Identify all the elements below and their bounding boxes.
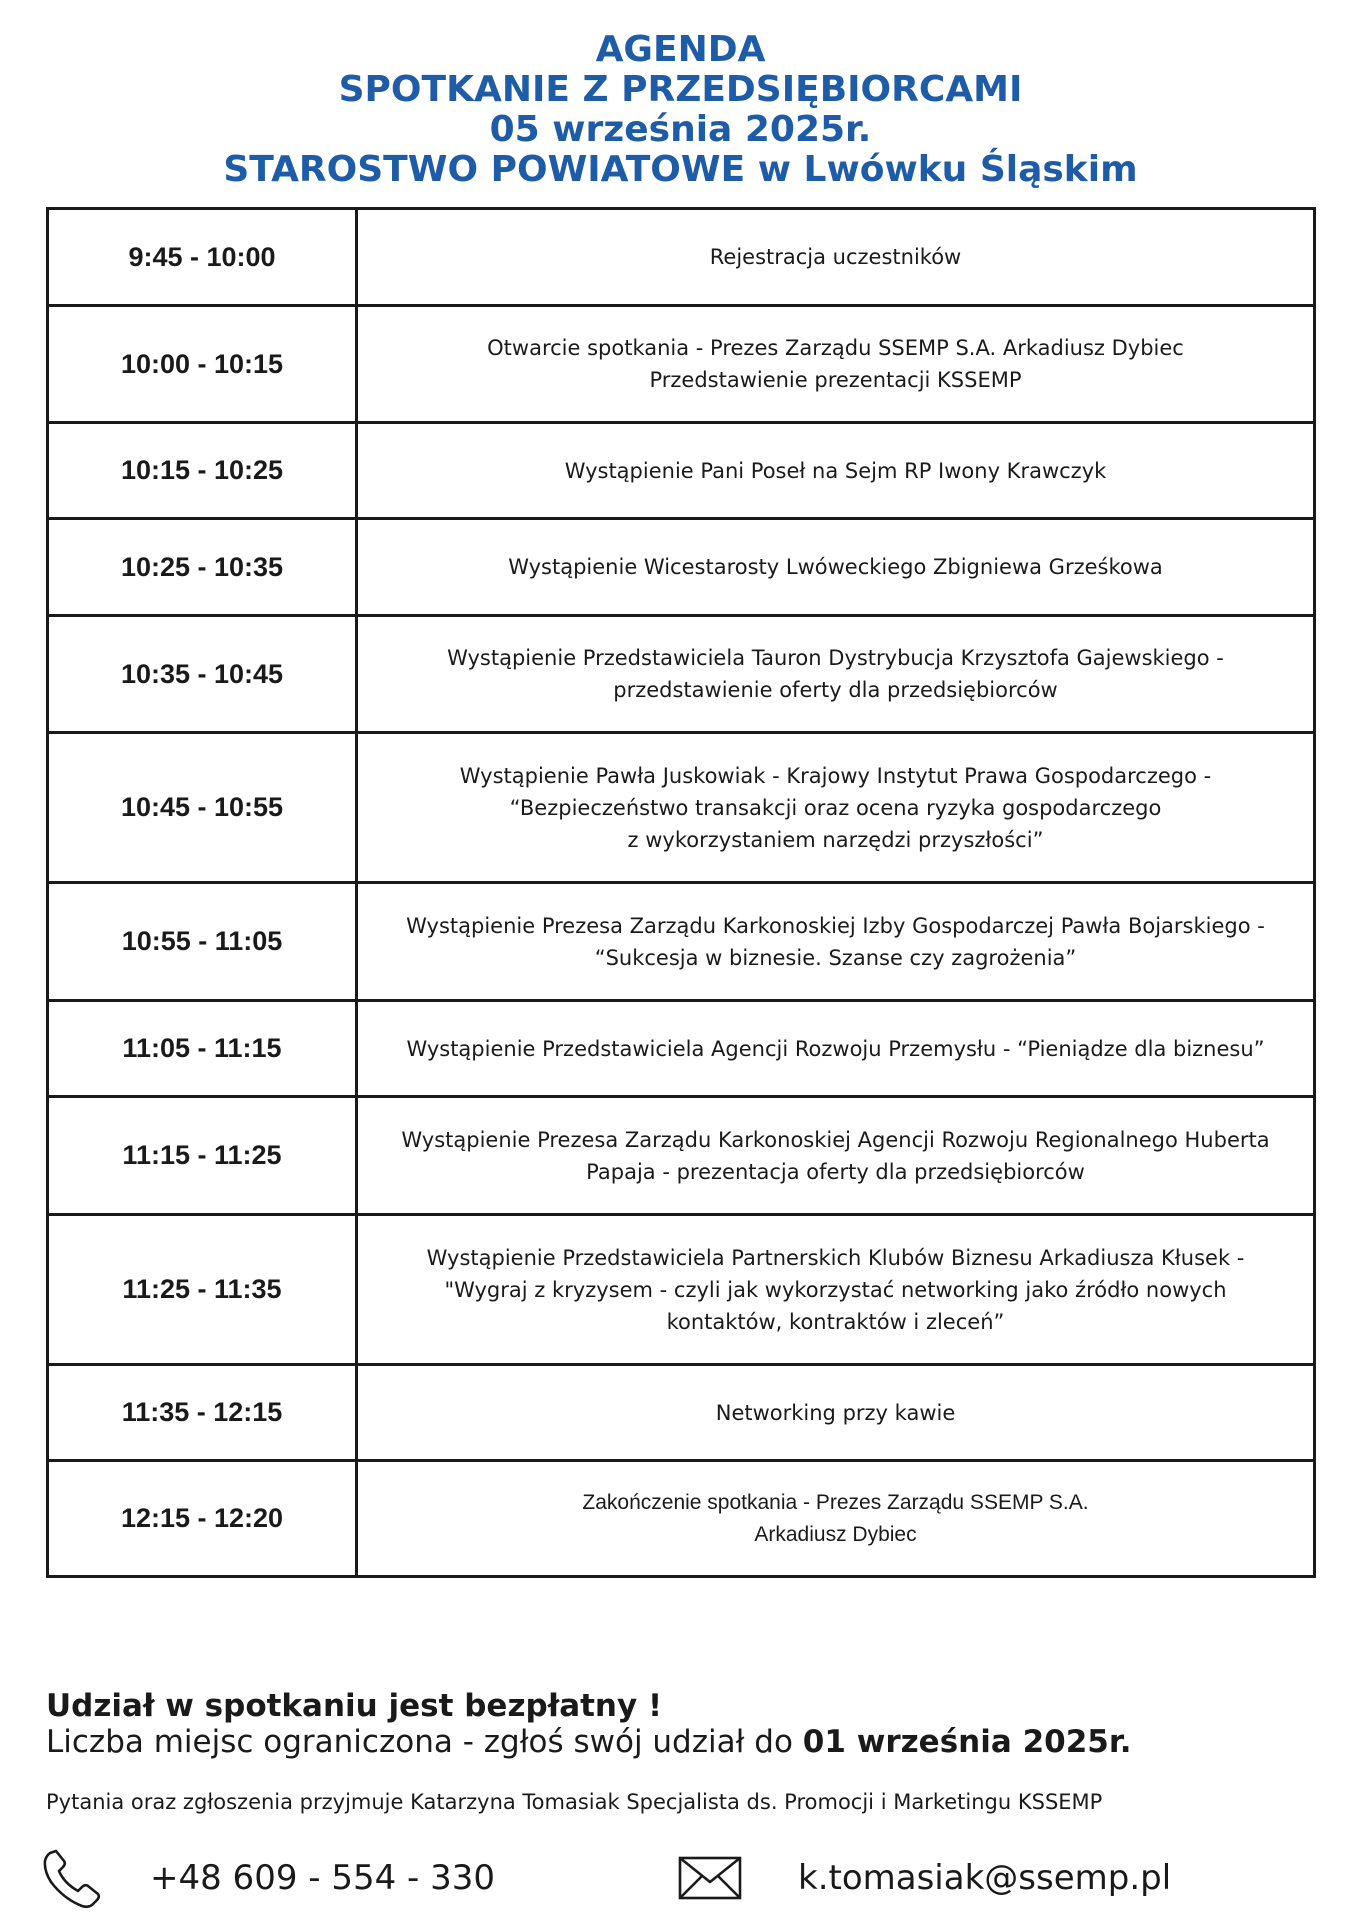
agenda-time: 10:45 - 10:55 <box>48 733 357 883</box>
header-title: AGENDA <box>595 29 766 70</box>
header-venue: STAROSTWO POWIATOWE w Lwówku Śląskim <box>223 149 1138 190</box>
description-line: “Bezpieczeństwo transakcji oraz ocena ryzyka gospodarczego <box>509 795 1162 820</box>
email-contact[interactable] <box>678 1846 1171 1910</box>
phone-contact[interactable] <box>42 1846 495 1910</box>
agenda-description <box>357 733 1315 883</box>
description-line: Wystąpienie Przedstawiciela Agencji Rozwoju Przemysłu - “Pieniądze dla biznesu” <box>406 1036 1265 1061</box>
header-date: 05 września 2025r. <box>489 109 872 150</box>
agenda-description <box>357 1097 1315 1215</box>
agenda-time: 12:15 - 12:20 <box>48 1461 357 1577</box>
description-line: Przedstawienie prezentacji KSSEMP <box>649 368 1022 392</box>
registration-deadline: 01 września 2025r. <box>802 1724 1132 1760</box>
description-line: kontaktów, kontraktów i zleceń” <box>666 1309 1005 1334</box>
agenda-time: 11:15 - 11:25 <box>48 1097 357 1215</box>
description-line: Zakończenie spotkania - Prezes Zarządu SSEMP S.A. <box>582 1490 1089 1514</box>
agenda-row <box>48 1215 1315 1365</box>
agenda-header <box>0 30 1361 190</box>
description-line: Rejestracja uczestników <box>709 245 962 269</box>
description-line: Wystąpienie Przedstawiciela Partnerskich Klubów Biznesu Arkadiusza Kłusek - <box>426 1245 1245 1270</box>
agenda-description <box>357 616 1315 733</box>
agenda-time: 10:35 - 10:45 <box>48 616 357 733</box>
agenda-description <box>357 306 1315 423</box>
description-line: Networking przy kawie <box>715 1400 956 1425</box>
agenda-row <box>48 519 1315 616</box>
agenda-row <box>48 1001 1315 1097</box>
limited-seats-note <box>46 1724 1326 1760</box>
description-line: Arkadiusz Dybiec <box>754 1522 917 1546</box>
agenda-description <box>357 519 1315 616</box>
agenda-row <box>48 209 1315 306</box>
description-line: Wystąpienie Pawła Juskowiak - Krajowy Instytut Prawa Gospodarczego - <box>459 763 1212 788</box>
registration-info <box>46 1688 1326 1760</box>
description-line: Wystąpienie Pani Poseł na Sejm RP Iwony Krawczyk <box>564 458 1107 483</box>
agenda-row <box>48 423 1315 519</box>
description-line: Wystąpienie Przedstawiciela Tauron Dystrybucja Krzysztofa Gajewskiego - <box>447 646 1224 670</box>
agenda-time: 10:15 - 10:25 <box>48 423 357 519</box>
agenda-row <box>48 306 1315 423</box>
agenda-row <box>48 733 1315 883</box>
description-line: “Sukcesja w biznesie. Szanse czy zagrożenia” <box>594 945 1077 970</box>
envelope-icon <box>678 1856 742 1900</box>
agenda-description <box>357 423 1315 519</box>
agenda-time: 11:25 - 11:35 <box>48 1215 357 1365</box>
agenda-row <box>48 1461 1315 1577</box>
description-line: Wystąpienie Wicestarosty Lwóweckiego Zbigniewa Grześkowa <box>508 555 1163 579</box>
phone-icon <box>42 1847 102 1909</box>
agenda-row <box>48 1097 1315 1215</box>
description-line: "Wygraj z kryzysem - czyli jak wykorzystać networking jako źródło nowych <box>444 1277 1227 1302</box>
agenda-row <box>48 616 1315 733</box>
email-address[interactable]: k.tomasiak@ssemp.pl <box>798 1858 1172 1898</box>
agenda-row <box>48 1365 1315 1461</box>
limited-seats-text: Liczba miejsc ograniczona - zgłoś swój udział do <box>46 1724 803 1760</box>
description-line: przedstawienie oferty dla przedsiębiorców <box>613 678 1058 702</box>
agenda-time: 9:45 - 10:00 <box>48 209 357 306</box>
agenda-table <box>46 207 1316 1578</box>
description-line: Otwarcie spotkania - Prezes Zarządu SSEMP S.A. Arkadiusz Dybiec <box>487 336 1184 360</box>
agenda-description <box>357 883 1315 1001</box>
agenda-row <box>48 883 1315 1001</box>
free-participation-note: Udział w spotkaniu jest bezpłatny ! <box>46 1688 663 1724</box>
agenda-description <box>357 209 1315 306</box>
agenda-time: 10:55 - 11:05 <box>48 883 357 1001</box>
agenda-time: 10:00 - 10:15 <box>48 306 357 423</box>
contact-person-note: Pytania oraz zgłoszenia przyjmuje Katarzyna Tomasiak Specjalista ds. Promocji i Marketingu KSSEMP <box>46 1790 1103 1814</box>
description-line: Wystąpienie Prezesa Zarządu Karkonoskiej Izby Gospodarczej Pawła Bojarskiego - <box>406 913 1265 938</box>
description-line: z wykorzystaniem narzędzi przyszłości” <box>627 827 1044 852</box>
agenda-description <box>357 1461 1315 1577</box>
agenda-time: 11:35 - 12:15 <box>48 1365 357 1461</box>
phone-number[interactable]: +48 609 - 554 - 330 <box>150 1858 496 1898</box>
description-line: Wystąpienie Prezesa Zarządu Karkonoskiej Agencji Rozwoju Regionalnego Huberta <box>401 1127 1270 1152</box>
header-event-name: SPOTKANIE Z PRZEDSIĘBIORCAMI <box>338 69 1023 110</box>
agenda-description <box>357 1365 1315 1461</box>
agenda-time: 10:25 - 10:35 <box>48 519 357 616</box>
agenda-description <box>357 1215 1315 1365</box>
description-line: Papaja - prezentacja oferty dla przedsiębiorców <box>586 1159 1085 1184</box>
agenda-time: 11:05 - 11:15 <box>48 1001 357 1097</box>
agenda-description <box>357 1001 1315 1097</box>
